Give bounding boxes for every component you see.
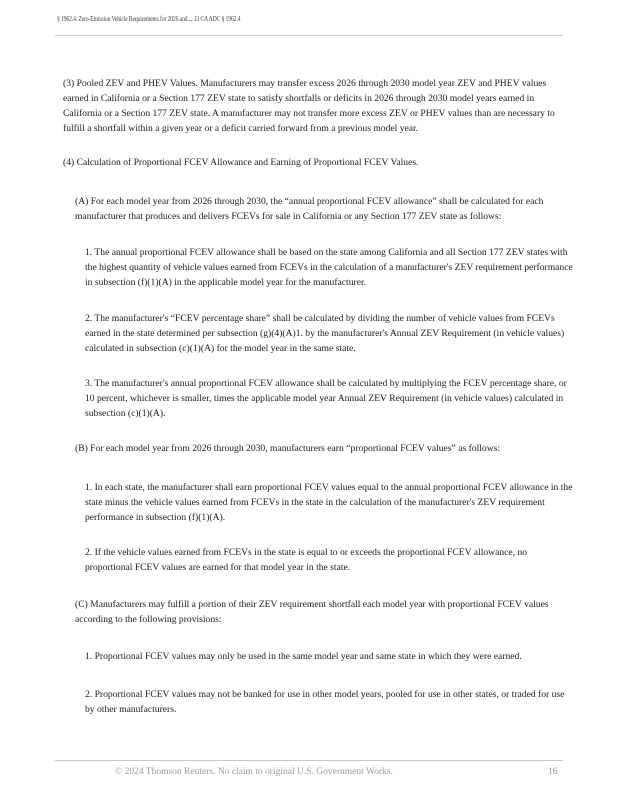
paragraph-g3-pooled-values: (3) Pooled ZEV and PHEV Values. Manufacturers may transfer excess 2026 through 2030 model year ZEV and PHEV values earned in California or a Section 177 ZEV state to satisfy shortfalls or deficits in 2026 through 2030 model years earned in California or a Section 177 ZEV state. A manufacturer may not transfer more excess ZEV or PHEV values than are necessary to fulfill a shortfall within a given year or a deficit carried forward from a previous model year. bbox=[63, 78, 555, 134]
paragraph-g4C-fulfill-shortfall: (C) Manufacturers may fulfill a portion of their ZEV requirement shortfall each model year with proportional FCEV values according to the following provisions: bbox=[75, 599, 549, 625]
running-header: § 1962.4. Zero-Emission Vehicle Requirements for 2026 and..., 13 CA ADC § 1962.4 bbox=[57, 15, 241, 23]
header-divider bbox=[55, 35, 563, 36]
paragraph-g4A1-state-basis: 1. The annual proportional FCEV allowance shall be based on the state among California and all Section 177 ZEV states with the highest quantity of vehicle values earned from FCEVs in the calculation of a manufacturer's ZEV requirement performance in subsection (f)(1)(A) in the applicable model year for the manufacturer. bbox=[85, 247, 573, 288]
page-number: 16 bbox=[548, 767, 558, 777]
paragraph-g4A3-calculation: 3. The manufacturer's annual proportional FCEV allowance shall be calculated by multiplying the FCEV percentage share, or 10 percent, whichever is smaller, times the applicable model year Annual ZEV Requirement (in vehicle values) calculated in subsection (c)(1)(A). bbox=[85, 378, 567, 419]
paragraph-g4-heading: (4) Calculation of Proportional FCEV Allowance and Earning of Proportional FCEV Values. bbox=[63, 157, 419, 168]
footer-divider bbox=[55, 760, 563, 761]
paragraph-g4C2-no-banking: 2. Proportional FCEV values may not be banked for use in other model years, pooled for use in other states, or traded for use by other manufacturers. bbox=[85, 689, 565, 715]
paragraph-g4B1-earn-values: 1. In each state, the manufacturer shall earn proportional FCEV values equal to the annual proportional FCEV allowance in the state minus the vehicle values earned from FCEVs in the state in the calculation of the manufacturer's ZEV requirement performance in subsection (f)(1)(A). bbox=[85, 482, 573, 523]
copyright-notice: © 2024 Thomson Reuters. No claim to original U.S. Government Works. bbox=[115, 767, 393, 777]
paragraph-g4B2-no-values: 2. If the vehicle values earned from FCEVs in the state is equal to or exceeds the proportional FCEV allowance, no proportional FCEV values are earned for that model year in the state. bbox=[85, 547, 528, 573]
paragraph-g4B-earning: (B) For each model year from 2026 through 2030, manufacturers earn “proportional FCEV values” as follows: bbox=[75, 443, 501, 454]
paragraph-g4A-allowance: (A) For each model year from 2026 through 2030, the “annual proportional FCEV allowance” shall be calculated for each manufacturer that produces and delivers FCEVs for sale in California or any Section 177 ZEV state as follows: bbox=[75, 196, 544, 222]
paragraph-g4C1-same-year-state: 1. Proportional FCEV values may only be used in the same model year and same state in which they were earned. bbox=[85, 651, 522, 662]
paragraph-g4A2-percentage-share: 2. The manufacturer's “FCEV percentage share” shall be calculated by dividing the number of vehicle values from FCEVs earned in the state determined per subsection (g)(4)(A)1. by the manufacturer's Annual ZEV Requirement (in vehicle values) calculated in subsection (c)(1)(A) for the model year in the same state. bbox=[85, 313, 565, 354]
